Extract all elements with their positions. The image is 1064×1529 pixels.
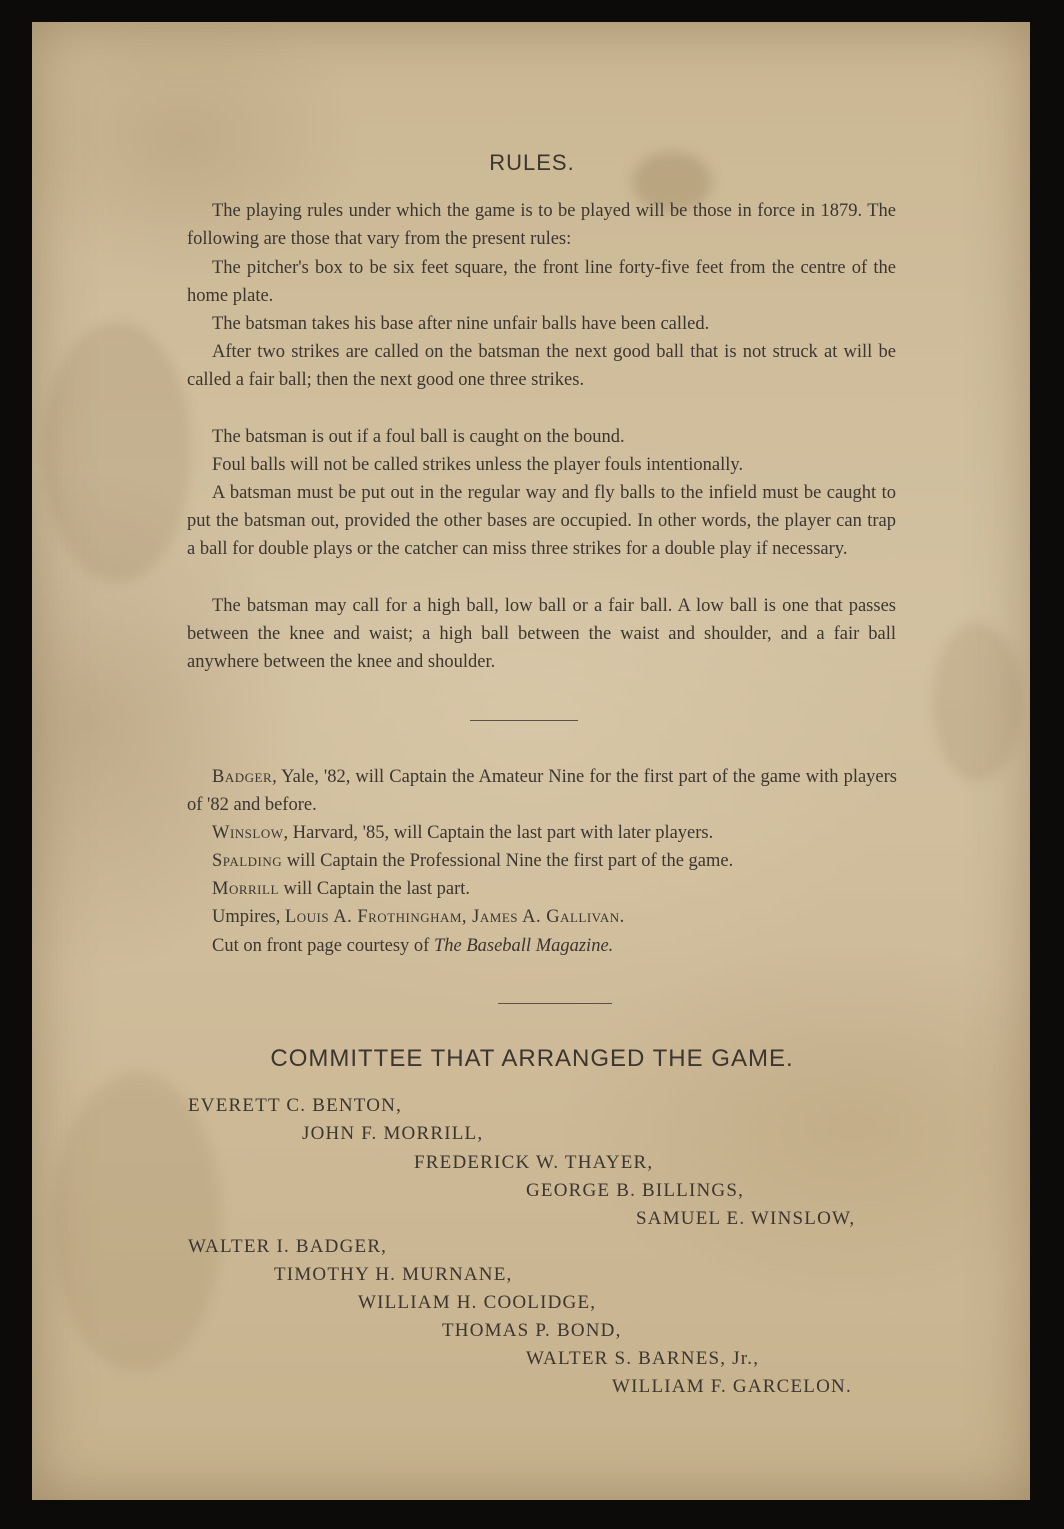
committee-member: FREDERICK W. THAYER,	[414, 1152, 654, 1173]
captain-name: Winslow	[212, 823, 284, 843]
committee-member: EVERETT C. BENTON,	[188, 1095, 403, 1116]
section-divider	[470, 720, 578, 721]
committee-member: WALTER S. BARNES, Jr.,	[526, 1348, 760, 1369]
captain-name: Spalding	[212, 851, 283, 871]
section-divider	[498, 1003, 612, 1004]
committee-member: WILLIAM H. COOLIDGE,	[358, 1292, 597, 1313]
note-morrill	[187, 875, 907, 903]
rules-title: RULES.	[489, 150, 575, 175]
water-stain	[42, 322, 192, 582]
committee-member: GEORGE B. BILLINGS,	[526, 1180, 745, 1201]
note-badger	[187, 763, 897, 819]
committee-member: THOMAS P. BOND,	[442, 1320, 622, 1341]
note-cut-credit	[187, 932, 907, 960]
note-text: will Captain the last part.	[278, 879, 471, 899]
cut-credit-text: Cut on front page courtesy of	[212, 936, 434, 956]
note-spalding	[187, 847, 907, 875]
rule-paragraph: After two strikes are called on the batsman the next good ball that is not struck at will be called a fair ball; then the next good one three strikes.	[187, 342, 896, 391]
committee-member: TIMOTHY H. MURNANE,	[274, 1264, 513, 1285]
rule-paragraph: The batsman may call for a high ball, low ball or a fair ball. A low ball is one that passes between the knee and waist; a high ball between the waist and shoulder, and a fair ball anywhere between the knee and shoulder.	[187, 596, 896, 673]
note-text: , Yale, '82, will Captain the Amateur Nine for the first part of the game with players of '82 and before.	[187, 767, 897, 816]
rule-paragraph: The pitcher's box to be six feet square, the front line forty-five feet from the centre of the home plate.	[187, 258, 896, 307]
rule-paragraph: A batsman must be put out in the regular way and fly balls to the infield must be caught to put the batsman out, provided the other bases are occupied. In other words, the player can trap a ball for double plays or the catcher can miss three strikes for a double play if necessary.	[187, 483, 896, 560]
water-stain	[932, 622, 1022, 782]
water-stain	[52, 1072, 222, 1372]
umpires-label: Umpires,	[212, 907, 285, 927]
rule-paragraph: Foul balls will not be called strikes unless the player fouls intentionally.	[212, 455, 744, 475]
rule-paragraph: The playing rules under which the game is to be played will be those in force in 1879. The following are those that vary from the present rules:	[187, 201, 896, 250]
committee-member: JOHN F. MORRILL,	[302, 1123, 484, 1144]
committee-title: COMMITTEE THAT ARRANGED THE GAME.	[270, 1045, 794, 1072]
committee-member: SAMUEL E. WINSLOW,	[636, 1208, 856, 1229]
captain-name: Morrill	[212, 879, 279, 899]
captain-name: Badger	[212, 767, 273, 787]
note-umpires	[187, 903, 907, 931]
committee-member: WALTER I. BADGER,	[188, 1236, 388, 1257]
note-text: , Harvard, '85, will Captain the last part with later players.	[283, 823, 714, 843]
rule-paragraph: The batsman is out if a foul ball is caught on the bound.	[212, 427, 625, 447]
rule-paragraph: The batsman takes his base after nine unfair balls have been called.	[212, 314, 710, 334]
umpires-names: Louis A. Frothingham, James A. Gallivan.	[284, 907, 625, 927]
note-text: will Captain the Professional Nine the first part of the game.	[282, 851, 734, 871]
committee-member: WILLIAM F. GARCELON.	[612, 1376, 852, 1397]
note-winslow	[187, 819, 907, 847]
magazine-title: The Baseball Magazine.	[433, 936, 614, 956]
